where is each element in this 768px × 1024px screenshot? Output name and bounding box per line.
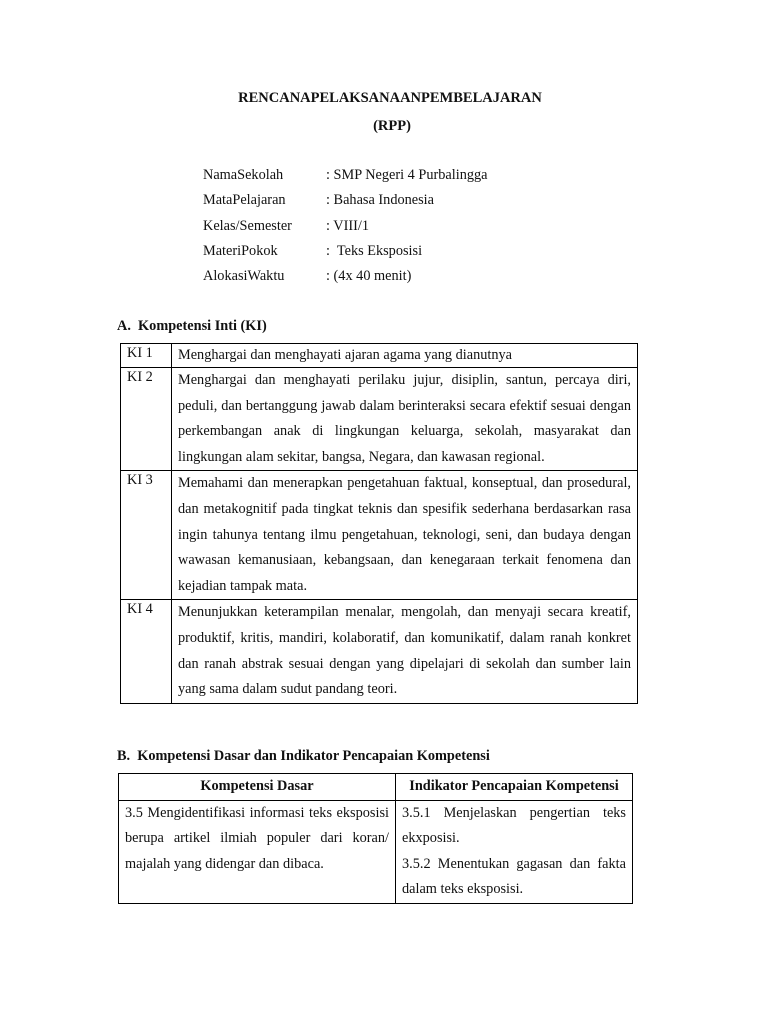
ki-description: Menghargai dan menghayati perilaku jujur, disiplin, santun, percaya diri, peduli, dan bertanggung jawab dalam berinteraksi secara efektif sesuai dengan perkembangan anak di lingkungan keluarga, sekolah, masyarakat dan lingkungan alam sekitar, bangsa, Negara, dan kawasan regional. <box>172 368 638 471</box>
table-header-row <box>119 774 633 801</box>
section-a-heading: A. Kompetensi Inti (KI) <box>117 318 267 334</box>
info-value: : Teks Eksposisi <box>326 242 423 259</box>
table-row <box>121 471 638 600</box>
table-row <box>121 344 638 368</box>
ki-code: KI 1 <box>121 344 172 368</box>
info-row <box>203 166 488 191</box>
identity-info-table <box>203 166 488 292</box>
kd-description: 3.5 Mengidentifikasi informasi teks eksposisi berupa artikel ilmiah populer dari koran/ majalah yang didengar dan dibaca. <box>119 800 396 903</box>
indicator-item: 3.5.2 Menentukan gagasan dan fakta dalam teks eksposisi. <box>402 855 626 898</box>
document-title: RENCANAPELAKSANAANPEMBELAJARAN <box>238 90 542 106</box>
info-row <box>203 242 488 267</box>
document-subtitle: (RPP) <box>373 118 411 134</box>
ki-description: Menunjukkan keterampilan menalar, mengolah, dan menyaji secara kreatif, produktif, kritis, mandiri, kolaboratif, dan komunikatif, dalam ranah konkret dan ranah abstrak sesuai dengan yang dipelajari di sekolah dan sumber lain yang sama dalam sudut pandang teori. <box>172 600 638 703</box>
info-value: : Bahasa Indonesia <box>326 192 434 209</box>
column-header-kompetensi-dasar: Kompetensi Dasar <box>119 774 396 801</box>
info-value: : SMP Negeri 4 Purbalingga <box>326 167 488 183</box>
column-header-indikator: Indikator Pencapaian Kompetensi <box>396 774 633 801</box>
info-label: Kelas/Semester <box>203 217 292 234</box>
ki-description: Menghargai dan menghayati ajaran agama yang dianutnya <box>172 344 638 368</box>
ki-code: KI 3 <box>121 471 172 600</box>
kompetensi-dasar-table <box>118 773 633 904</box>
info-row <box>203 217 488 242</box>
info-label: MateriPokok <box>203 242 278 259</box>
ki-code: KI 2 <box>121 368 172 471</box>
info-label: MataPelajaran <box>203 192 286 209</box>
info-value: : VIII/1 <box>326 217 370 234</box>
table-row <box>121 600 638 703</box>
info-value: : (4x 40 menit) <box>326 268 412 285</box>
info-label: NamaSekolah <box>203 167 284 183</box>
table-row <box>121 368 638 471</box>
info-row <box>203 267 488 292</box>
section-b-heading: B. Kompetensi Dasar dan Indikator Pencapaian Kompetensi <box>117 748 490 764</box>
kompetensi-inti-table <box>120 343 638 704</box>
ki-code: KI 4 <box>121 600 172 703</box>
info-label: AlokasiWaktu <box>203 268 285 285</box>
table-row <box>119 800 633 903</box>
indicator-cell <box>396 800 633 903</box>
info-row <box>203 191 488 216</box>
ki-description: Memahami dan menerapkan pengetahuan faktual, konseptual, dan prosedural, dan metakognitif pada tingkat teknis dan spesifik sederhana berdasarkan rasa ingin tahunya tentang ilmu pengetahuan, teknologi, seni, dan budaya dengan wawasan kemanusiaan, kebangsaan, dan kenegaraan terkait fenomena dan kejadian tampak mata. <box>172 471 638 600</box>
indicator-item: 3.5.1 Menjelaskan pengertian teks ekxposisi. <box>402 804 626 847</box>
